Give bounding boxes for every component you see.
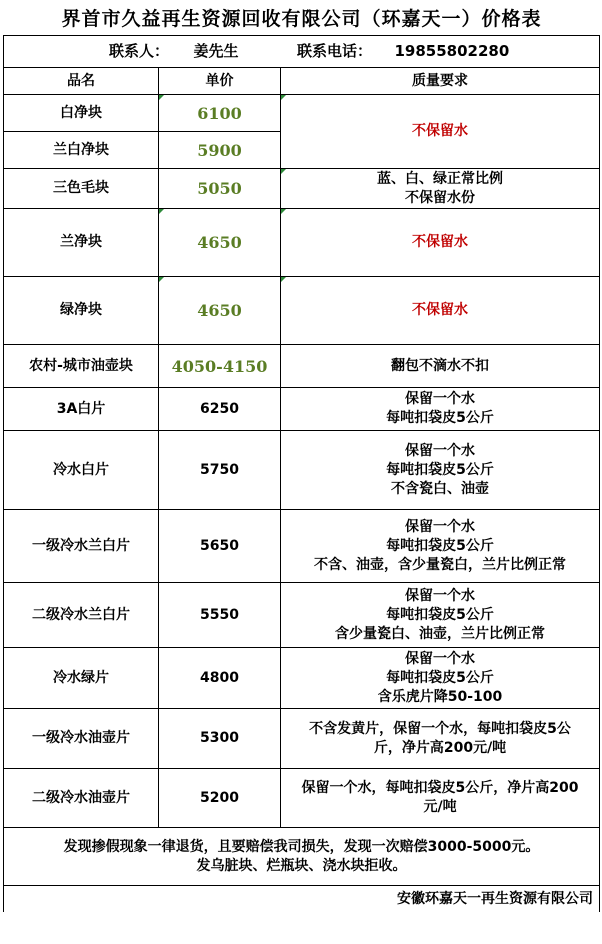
quality-line: 保留一个水	[405, 518, 476, 535]
quality-line: 含乐虎片降50-100	[377, 688, 503, 705]
quality-note	[281, 769, 600, 828]
quality-line: 蓝、白、绿正常比例	[377, 170, 504, 187]
product-name: 冷水绿片	[4, 648, 159, 709]
footer-line: 发乌脏块、烂瓶块、浇水块拒收。	[196, 857, 407, 874]
price-table	[3, 4, 600, 912]
product-price: 4800	[159, 648, 281, 709]
quality-line: 不含瓷白、油壶	[391, 480, 490, 497]
product-name: 兰净块	[4, 209, 159, 277]
quality-line: 元/吨	[423, 799, 457, 815]
quality-note	[281, 648, 600, 709]
contact-row	[4, 36, 600, 68]
product-name: 绿净块	[4, 277, 159, 345]
product-name: 二级冷水油壶片	[4, 769, 159, 828]
quality-line: 每吨扣袋皮5公斤	[386, 669, 494, 686]
quality-note: 不保留水	[281, 95, 600, 169]
quality-line: 不保留水份	[405, 189, 476, 206]
contact-person: 姜先生	[193, 42, 239, 60]
product-price: 4050-4150	[159, 345, 281, 388]
quality-line: 保留一个水	[405, 650, 476, 667]
quality-line: 每吨扣袋皮5公斤	[386, 461, 494, 478]
product-name: 冷水白片	[4, 431, 159, 510]
product-price: 5750	[159, 431, 281, 510]
product-name: 白净块	[4, 95, 159, 132]
product-price: 6100	[159, 95, 281, 132]
product-price: 5900	[159, 132, 281, 169]
quality-line: 保留一个水	[405, 391, 476, 407]
quality-line: 不含发黄片，保留一个水，每吨扣袋皮5公	[309, 720, 571, 737]
header-price: 单价	[159, 68, 281, 95]
quality-line: 含少量瓷白、油壶，兰片比例正常	[335, 625, 546, 642]
footer-line: 发现掺假现象一律退货，且要赔偿我司损失，发现一次赔偿3000-5000元。	[63, 838, 540, 855]
product-price: 6250	[159, 388, 281, 431]
product-price: 5550	[159, 583, 281, 648]
quality-line: 保留一个水	[405, 587, 476, 604]
product-price: 5050	[159, 169, 281, 209]
contact-phone-label: 联系电话：	[296, 42, 372, 60]
product-price: 5300	[159, 709, 281, 769]
quality-note: 不保留水	[281, 277, 600, 345]
quality-line: 斤，净片高200元/吨	[373, 739, 507, 756]
page-title: 界首市久益再生资源回收有限公司（环嘉天一）价格表	[4, 4, 600, 36]
footer-note	[4, 828, 600, 886]
company-name: 安徽环嘉天一再生资源有限公司	[4, 886, 600, 913]
product-name: 三色毛块	[4, 169, 159, 209]
quality-note	[281, 709, 600, 769]
quality-note	[281, 583, 600, 648]
quality-line: 保留一个水，每吨扣袋皮5公斤，净片高200	[301, 780, 579, 796]
quality-note	[281, 169, 600, 209]
quality-line: 不含、油壶，含少量瓷白，兰片比例正常	[314, 556, 567, 573]
quality-line: 保留一个水	[405, 442, 476, 459]
product-price: 5650	[159, 510, 281, 583]
quality-line: 每吨扣袋皮5公斤	[386, 606, 494, 623]
product-name: 一级冷水兰白片	[4, 510, 159, 583]
quality-note	[281, 431, 600, 510]
product-price: 5200	[159, 769, 281, 828]
quality-note: 翻包不滴水不扣	[281, 345, 600, 388]
product-price: 4650	[159, 277, 281, 345]
contact-person-label: 联系人：	[109, 42, 170, 60]
contact-phone: 19855802280	[394, 42, 510, 60]
product-name: 二级冷水兰白片	[4, 583, 159, 648]
product-name: 兰白净块	[4, 132, 159, 169]
quality-line: 每吨扣袋皮5公斤	[386, 537, 494, 554]
product-name: 农村-城市油壶块	[4, 345, 159, 388]
quality-line: 每吨扣袋皮5公斤	[386, 410, 494, 426]
header-quality: 质量要求	[281, 68, 600, 95]
product-name: 一级冷水油壶片	[4, 709, 159, 769]
product-price: 4650	[159, 209, 281, 277]
quality-note	[281, 388, 600, 431]
product-name: 3A白片	[4, 388, 159, 431]
quality-note: 不保留水	[281, 209, 600, 277]
header-name: 品名	[4, 68, 159, 95]
quality-note	[281, 510, 600, 583]
